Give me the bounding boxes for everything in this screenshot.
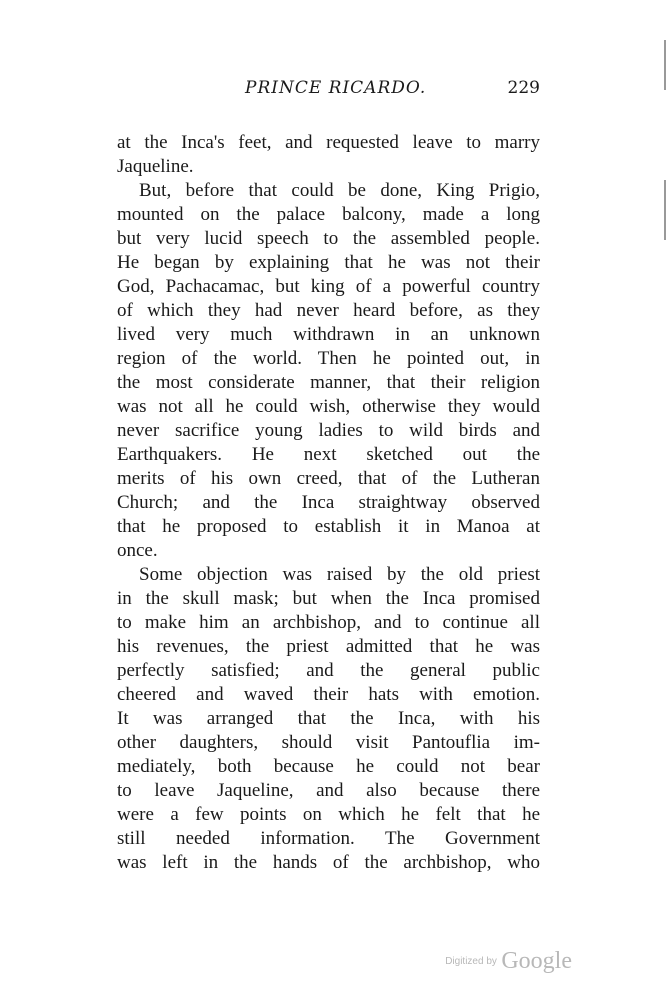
text-line: the most considerate manner, that their religion [117, 372, 540, 393]
page-number: 229 [507, 78, 540, 98]
text-line: He began by explaining that he was not their [117, 252, 540, 273]
text-line: was not all he could wish, otherwise they would [117, 396, 540, 417]
text-line: was left in the hands of the archbishop, who [117, 852, 540, 873]
text-line: to leave Jaqueline, and also because there [117, 780, 540, 801]
body-text [117, 131, 540, 875]
text-line: But, before that could be done, King Prigio, [139, 180, 540, 201]
text-line: God, Pachacamac, but king of a powerful country [117, 276, 540, 297]
running-title: PRINCE RICARDO. [245, 78, 427, 98]
text-line: Some objection was raised by the old priest [139, 564, 540, 585]
text-line: Church; and the Inca straightway observed [117, 492, 540, 513]
text-line: that he proposed to establish it in Manoa at [117, 516, 540, 537]
text-line: cheered and waved their hats with emotion. [117, 684, 540, 705]
page-header [117, 78, 540, 104]
text-line: of which they had never heard before, as they [117, 300, 540, 321]
text-line: It was arranged that the Inca, with his [117, 708, 540, 729]
text-line: lived very much withdrawn in an unknown [117, 324, 540, 345]
text-line: region of the world. Then he pointed out, in [117, 348, 540, 369]
text-line: in the skull mask; but when the Inca promised [117, 588, 540, 609]
text-line: his revenues, the priest admitted that he was [117, 636, 540, 657]
google-logo: Google [501, 948, 572, 974]
text-line: never sacrifice young ladies to wild birds and [117, 420, 540, 441]
text-line: merits of his own creed, that of the Lutheran [117, 468, 540, 489]
digitized-watermark [445, 948, 572, 975]
scan-edge-mark [664, 180, 666, 240]
text-line: mediately, both because he could not bear [117, 756, 540, 777]
scan-edge-mark [664, 40, 666, 90]
text-line: perfectly satisfied; and the general public [117, 660, 540, 681]
watermark-prefix: Digitized by [445, 956, 497, 967]
text-line: were a few points on which he felt that he [117, 804, 540, 825]
text-line: other daughters, should visit Pantouflia im- [117, 732, 540, 753]
text-line: to make him an archbishop, and to continue all [117, 612, 540, 633]
text-line: still needed information. The Government [117, 828, 540, 849]
text-line: once. [117, 540, 158, 561]
text-line: but very lucid speech to the assembled people. [117, 228, 540, 249]
text-line: at the Inca's feet, and requested leave to marry [117, 132, 540, 153]
text-line: mounted on the palace balcony, made a long [117, 204, 540, 225]
text-line: Earthquakers. He next sketched out the [117, 444, 540, 465]
text-line: Jaqueline. [117, 156, 194, 177]
